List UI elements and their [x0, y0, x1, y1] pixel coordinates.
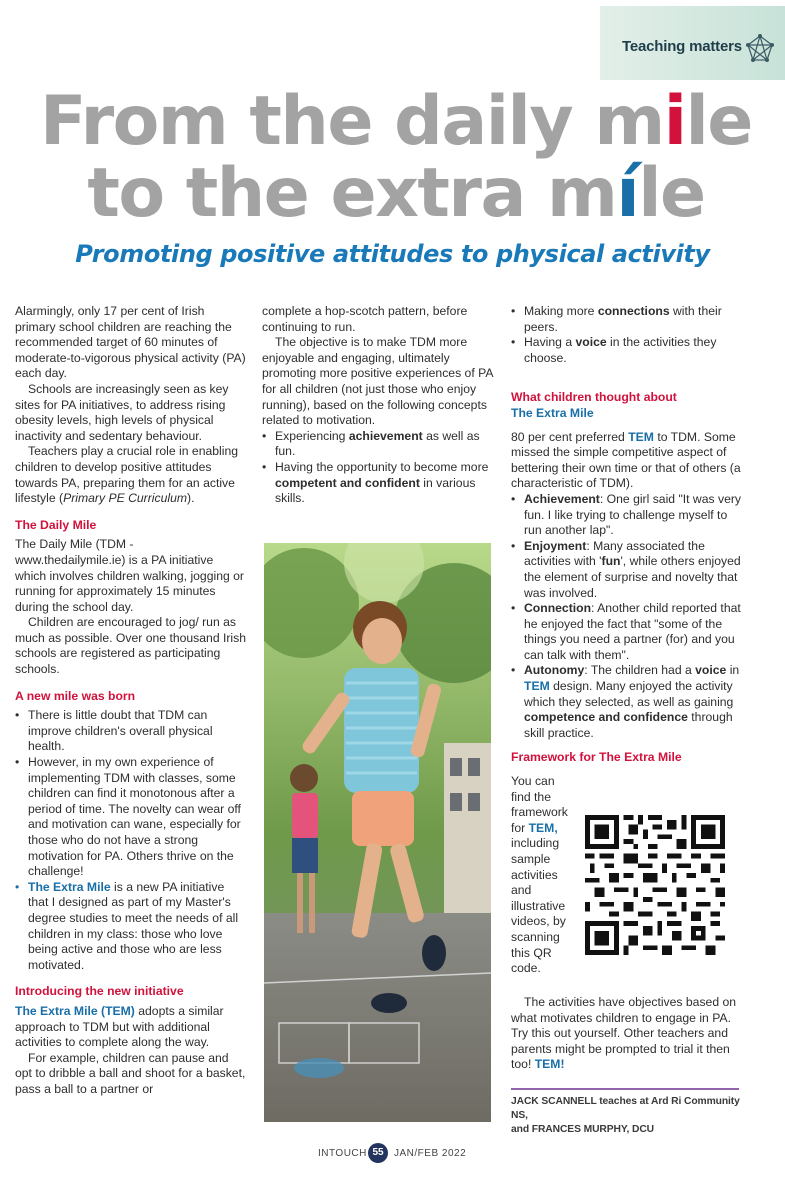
- objective-paragraph: The objective is to make TDM more enjoyable and engaging, ultimately promoting more positive experiences of PA for all children (not just those who enjoy running), based on the following concepts related to motivation.: [262, 335, 493, 428]
- headline: [26, 82, 766, 233]
- list-item: • However, in my own experience of implementing TDM with classes, some children can find it monotonous after a period of time. The novelty can wear off and motivation can wane, especially for those who do not have a strong motivation for PA. Others thrive on the challenge!: [15, 755, 247, 880]
- heading-daily-mile: The Daily Mile: [15, 517, 97, 532]
- concepts-list: [262, 429, 498, 507]
- framework-paragraph: You can find the framework for TEM, including sample activities and illustrative videos, by scanning this QR code.: [511, 774, 568, 976]
- list-item: • Autonomy: The children had a voice in TEM design. Many enjoyed the activity which they selected, as well as gaining competence and confidence through skill practice.: [511, 663, 743, 741]
- divider: [511, 1088, 739, 1090]
- list-item: • Having a voice in the activities they choose.: [511, 335, 743, 366]
- column-1: [15, 304, 247, 1098]
- list-item: • The Extra Mile is a new PA initiative that I designed as part of my Master's degree studies to meet the needs of all children in my class: those who love being active and those who are less motivated.: [15, 880, 247, 974]
- headline-line-1: From the daily mile: [40, 82, 752, 161]
- preference-paragraph: 80 per cent preferred TEM to TDM. Some missed the simple competitive aspect of bettering their own time or that of others (a characteristic of TDM).: [511, 429, 741, 491]
- subtitle: Promoting positive attitudes to physical activity: [75, 240, 710, 268]
- responses-list: [511, 492, 743, 742]
- publication-name: INTOUCH: [318, 1148, 367, 1159]
- example-paragraph: For example, children can pause and opt to dribble a ball and shoot for a basket, pass a ball to a partner or: [15, 1050, 246, 1096]
- section-label: Teaching matters: [622, 38, 742, 55]
- column-2: [262, 304, 498, 507]
- continued-paragraph: complete a hop-scotch pattern, before continuing to run.: [262, 304, 468, 334]
- teachers-paragraph: Teachers play a crucial role in enabling children to develop positive attitudes towards PA, preparing them for an active lifestyle (Primary PE Curriculum).: [15, 444, 239, 506]
- daily-mile-paragraph: The Daily Mile (TDM - www.thedailymile.ie) is a PA initiative which involves children walking, jogging or running for approximately 15 minutes during the school day.: [15, 537, 244, 614]
- page-footer: [0, 1143, 785, 1163]
- issue-date: JAN/FEB 2022: [394, 1148, 467, 1159]
- qr-code[interactable]: [585, 815, 725, 955]
- running-boy-photo: [264, 543, 491, 1122]
- list-item: • Connection: Another child reported that he enjoyed the fact that "some of the things you need a partner (for) and you can talk with them".: [511, 601, 743, 663]
- heading-new-mile: A new mile was born: [15, 688, 136, 703]
- new-mile-list: [15, 708, 247, 973]
- daily-mile-paragraph-2: Children are encouraged to jog/ run as much as possible. Over one thousand Irish schools are registered as participating schools.: [15, 615, 247, 677]
- closing-block: [511, 995, 743, 1073]
- closing-paragraph: The activities have objectives based on what motivates children to engage in PA. Try this out yourself. Other teachers and parents might be prompted to trial it then too! TEM!: [511, 995, 737, 1072]
- list-item: • Enjoyment: Many associated the activities with 'fun', while others enjoyed the element of surprise and novelty that was involved.: [511, 539, 743, 601]
- network-nodes-icon: [744, 33, 776, 65]
- list-item: • Experiencing achievement as well as fun.: [262, 429, 498, 460]
- introducing-paragraph: The Extra Mile (TEM) adopts a similar approach to TDM but with additional activities to complete along the way.: [15, 1003, 224, 1050]
- intro-paragraph: Alarmingly, only 17 per cent of Irish primary school children are reaching the recommended target of 60 minutes of moderate-to-vigorous physical activity (PA) each day.: [15, 304, 246, 381]
- list-item: • There is little doubt that TDM can improve children's overall physical health.: [15, 708, 247, 755]
- list-item: • Making more connections with their peers.: [511, 304, 743, 335]
- author-credit: JACK SCANNELL teaches at Ard Ri Community NS, and FRANCES MURPHY, DCU: [511, 1096, 740, 1135]
- list-item: • Having the opportunity to become more competent and confident in various skills.: [262, 460, 498, 507]
- heading-introducing: Introducing the new initiative: [15, 984, 184, 999]
- page-number: 55: [368, 1143, 388, 1163]
- list-item: • Achievement: One girl said "It was very fun. I like trying to challenge myself to run another lap".: [511, 492, 743, 539]
- headline-line-2: to the extra míle: [87, 154, 705, 233]
- concepts-list-continued: [511, 304, 743, 366]
- heading-what-children-thought: What children thought about The Extra Mile: [511, 390, 677, 420]
- schools-paragraph: Schools are increasingly seen as key sites for PA initiatives, to address rising obesity levels, high levels of physical inactivity and sedentary behaviour.: [15, 381, 229, 443]
- heading-framework: Framework for The Extra Mile: [511, 750, 682, 765]
